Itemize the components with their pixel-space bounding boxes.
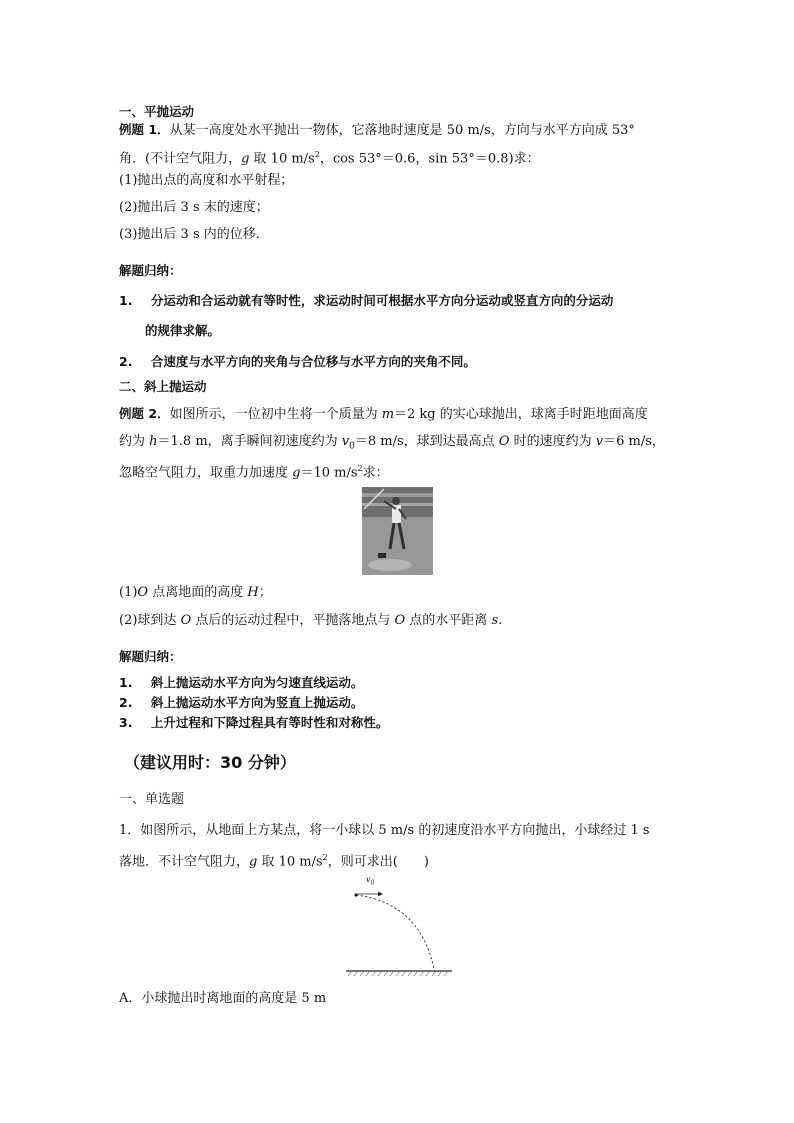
summary-title: 解题归纳： (119, 649, 182, 664)
item-number: 2. (119, 695, 133, 710)
example-2-line-1 (119, 405, 648, 424)
text: ＝6 m/s， (603, 434, 665, 449)
summary-item-1 (119, 292, 613, 310)
section-title: 二、斜上抛运动 (119, 379, 207, 394)
example-2-line-2 (119, 433, 665, 456)
var-O: O (498, 434, 510, 449)
text: 点离地面的高度 (148, 585, 248, 600)
summary-item-1 (119, 674, 363, 692)
velocity-label: $v_0$ (366, 875, 375, 887)
example-2-question-1 (119, 584, 272, 602)
example-1-line-1 (119, 121, 635, 140)
example-label: 例题 2． (119, 406, 170, 421)
text: ，cos 53°＝0.6，sin 53°＝0.8)求： (319, 151, 540, 167)
arrowhead (378, 892, 383, 897)
item-text: 斜上抛运动水平方向为竖直上抛运动。 (150, 695, 364, 710)
superscript: 2 (357, 464, 363, 473)
text: 点的水平距离 (405, 613, 492, 628)
var-O: O (394, 613, 406, 628)
text: 角．(不计空气阻力， (119, 151, 242, 167)
var-s: s (491, 613, 499, 628)
var-g: g (292, 465, 301, 481)
text: 忽略空气阻力，取重力加速度 (119, 465, 293, 481)
var-O: O (137, 585, 149, 600)
text: ＝8 m/s，球到达最高点 (354, 434, 499, 449)
single-choice-heading: 一、单选题 (119, 792, 185, 807)
text: (2)球到达 (119, 613, 181, 628)
question-3: (3)抛出后 3 s 内的位移． (119, 227, 269, 242)
text: ，则可求出( ) (327, 854, 429, 870)
text: ＝10 m/s (300, 465, 358, 481)
summary-item-2 (119, 353, 476, 371)
superscript: 2 (322, 853, 328, 862)
var-h: h (149, 434, 158, 449)
text: ＝1.8 m，离手瞬间初速度约为 (157, 434, 342, 449)
trajectory-curve (356, 895, 434, 969)
example-2-line-3 (119, 460, 389, 482)
summary-title: 解题归纳： (119, 263, 182, 278)
text: 约为 (119, 434, 150, 449)
var-m: m (381, 407, 395, 422)
var-g: g (249, 854, 258, 870)
var-O: O (180, 613, 192, 628)
text: 点后的运动过程中，平抛落地点与 (191, 613, 395, 628)
var-v0: v (341, 434, 350, 449)
text: 如图所示，一位初中生将一个质量为 (169, 407, 382, 422)
text: 求： (362, 465, 389, 481)
summary-item-3 (119, 714, 388, 732)
text: ； (258, 585, 272, 600)
item-text: 上升过程和下降过程具有等时性和对称性。 (150, 715, 389, 730)
option-a: A．小球抛出时离地面的高度是 5 m (119, 991, 327, 1006)
item-number: 3. (119, 715, 133, 730)
item-number: 1. (119, 675, 133, 690)
shot-put-photo (362, 487, 433, 575)
item-number: 2. (119, 354, 133, 369)
item-number: 1. (119, 293, 133, 308)
example-text: 从某一高度处水平抛出一物体，它落地时速度是 50 m/s，方向与水平方向成 53° (169, 123, 635, 138)
example-2-question-2 (119, 612, 502, 630)
item-text: 斜上抛运动水平方向为匀速直线运动。 (150, 675, 364, 690)
item-text: 合速度与水平方向的夹角与合位移与水平方向的夹角不同。 (150, 354, 476, 369)
text: ＝2 kg 的实心球抛出，球离手时距地面高度 (394, 407, 648, 422)
summary-item-2 (119, 694, 363, 712)
item-text: 分运动和合运动就有等时性，求运动时间可根据水平方向分运动或竖直方向的分运动 (150, 293, 614, 308)
projectile-diagram (340, 873, 458, 979)
var-g: g (241, 151, 250, 167)
practice-question-1-line-2 (119, 849, 429, 871)
superscript: 2 (314, 150, 320, 159)
text: (1) (119, 585, 138, 600)
summary-item-1-continued: 的规律求解。 (145, 323, 221, 338)
example-1-line-2 (119, 146, 540, 168)
example-label: 例题 1． (119, 122, 170, 137)
question-2: (2)抛出后 3 s 末的速度； (119, 200, 269, 215)
text: 取 10 m/s (257, 854, 323, 870)
text: 时的速度约为 (509, 434, 596, 449)
text: 取 10 m/s (249, 151, 315, 167)
subscript: 0 (349, 441, 355, 452)
section-title: 一、平抛运动 (119, 104, 195, 119)
text: . (498, 613, 503, 628)
suggested-time-heading: （建议用时：30 分钟） (124, 753, 296, 772)
projectile-trajectory-svg (340, 873, 458, 979)
var-H: H (247, 585, 259, 600)
question-1: (1)抛出点的高度和水平射程； (119, 173, 294, 188)
shot-put-thrower-illustration (362, 487, 433, 575)
ground-hatching (348, 971, 448, 976)
var-v: v (595, 434, 604, 449)
practice-question-1-line-1: 1．如图所示，从地面上方某点，将一小球以 5 m/s 的初速度沿水平方向抛出，小球经过 1 s (119, 823, 650, 838)
text: 落地．不计空气阻力， (119, 854, 250, 870)
